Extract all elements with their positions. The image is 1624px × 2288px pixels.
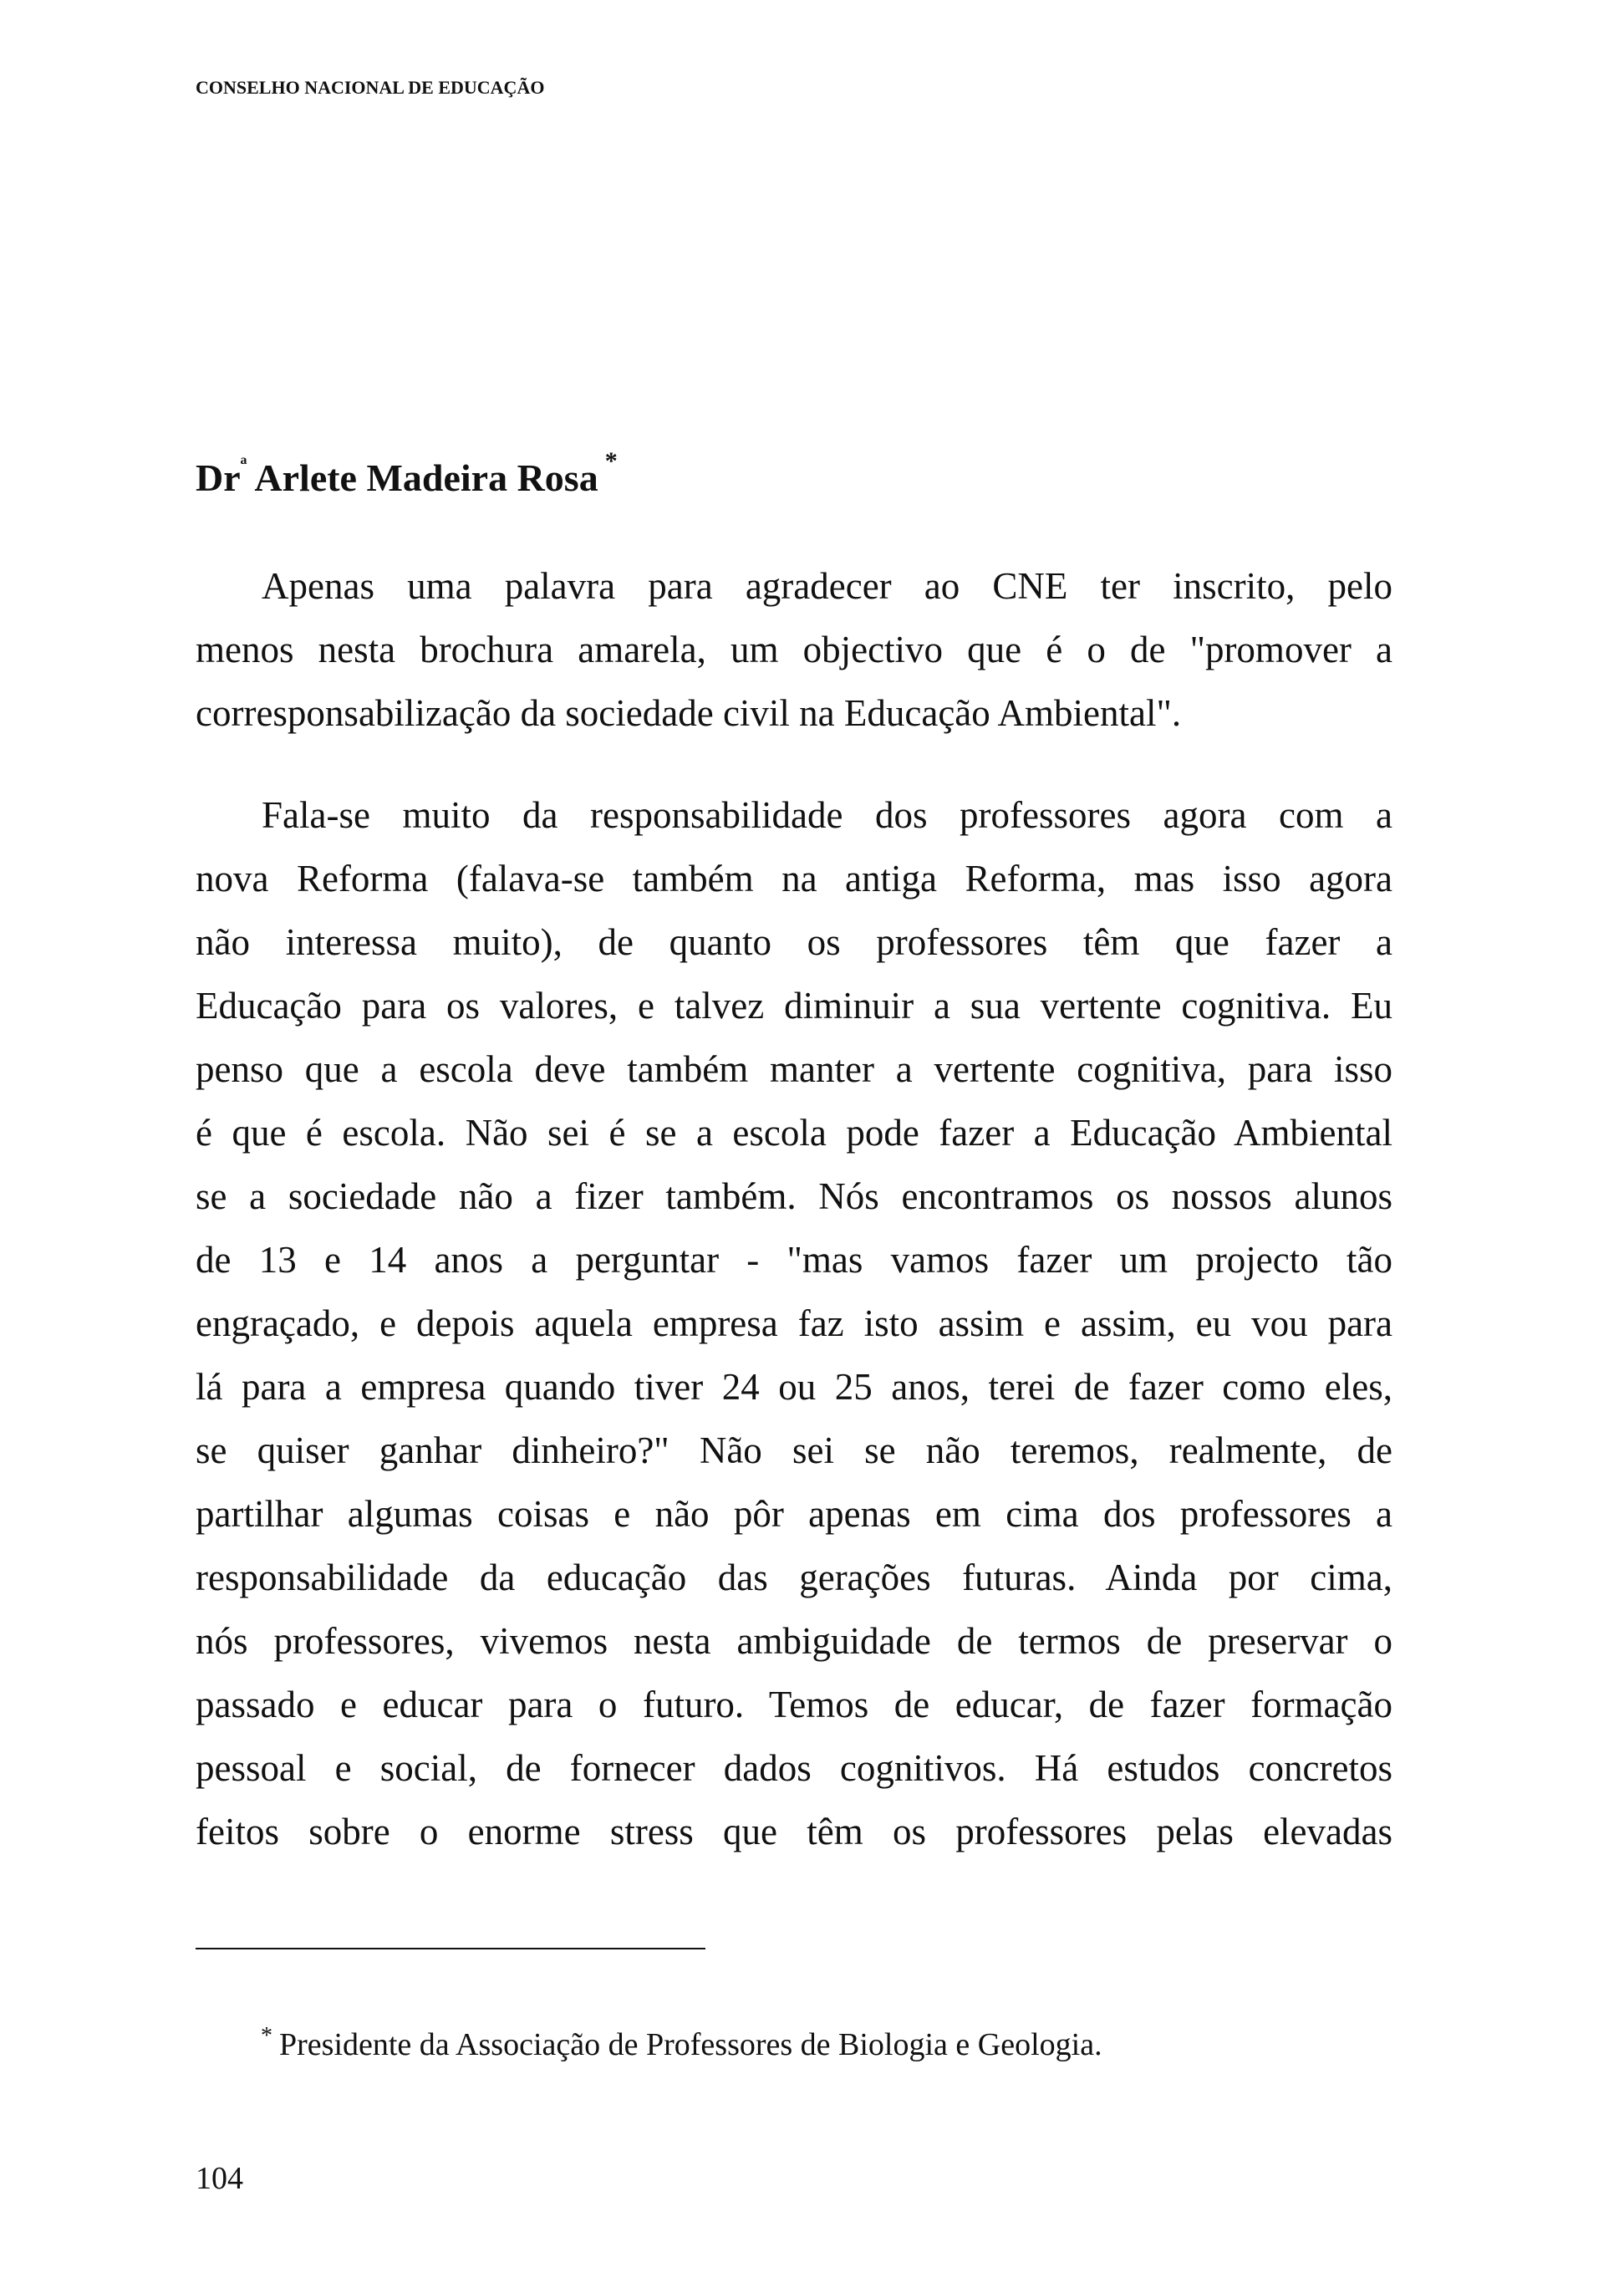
paragraph-2 [196,783,1392,1863]
footnote-separator [196,1948,705,1949]
speaker-name: Arlete Madeira Rosa [247,456,598,499]
paragraph-line: penso que a escola deve também manter a vertente cognitiva, para isso [196,1048,1392,1090]
paragraph-line: Apenas uma palavra para agradecer ao CNE ter inscrito, pelo [262,565,1392,607]
footnote-text: Presidente da Associação de Professores de Biologia e Geologia. [279,2027,1102,2062]
speaker-title [196,447,618,500]
paragraph-line: Fala-se muito da responsabilidade dos professores agora com a [262,794,1392,836]
footnote-marker: * [261,2023,272,2049]
paragraph-line: é que é escola. Não sei é se a escola pode fazer a Educação Ambiental [196,1112,1392,1154]
paragraph-line: Educação para os valores, e talvez diminuir a sua vertente cognitiva. Eu [196,985,1392,1027]
paragraph-line: se quiser ganhar dinheiro?" Não sei se não teremos, realmente, de [196,1429,1392,1471]
running-header: CONSELHO NACIONAL DE EDUCAÇÃO [196,77,545,98]
paragraph-line: passado e educar para o futuro. Temos de educar, de fazer formação [196,1684,1392,1725]
footnote [261,2023,1102,2063]
paragraph-line: lá para a empresa quando tiver 24 ou 25 anos, terei de fazer como eles, [196,1366,1392,1408]
paragraph-1 [196,554,1392,745]
paragraph-line: menos nesta brochura amarela, um objectivo que é o de "promover a [196,629,1392,670]
speaker-title-prefix: Dr [196,456,241,499]
paragraph-line: corresponsabilização da sociedade civil na Educação Ambiental". [196,692,1182,734]
paragraph-line: se a sociedade não a fizer também. Nós encontramos os nossos alunos [196,1175,1392,1217]
paragraph-line: feitos sobre o enorme stress que têm os professores pelas elevadas [196,1811,1392,1852]
paragraph-line: pessoal e social, de fornecer dados cognitivos. Há estudos concretos [196,1747,1392,1789]
footnote-reference-marker: * [604,447,618,475]
paragraph-line: nós professores, vivemos nesta ambiguidade de termos de preservar o [196,1620,1392,1662]
paragraph-line: responsabilidade da educação das gerações futuras. Ainda por cima, [196,1557,1392,1598]
paragraph-line: nova Reforma (falava-se também na antiga Reforma, mas isso agora [196,858,1392,899]
paragraph-line: partilhar algumas coisas e não pôr apenas em cima dos professores a [196,1493,1392,1535]
paragraph-line: engraçado, e depois aquela empresa faz isto assim e assim, eu vou para [196,1302,1392,1344]
paragraph-line: de 13 e 14 anos a perguntar - "mas vamos fazer um projecto tão [196,1239,1392,1281]
speaker-title-superscript: ª [240,453,247,477]
page-number: 104 [196,2161,243,2196]
paragraph-line: não interessa muito), de quanto os professores têm que fazer a [196,921,1392,963]
